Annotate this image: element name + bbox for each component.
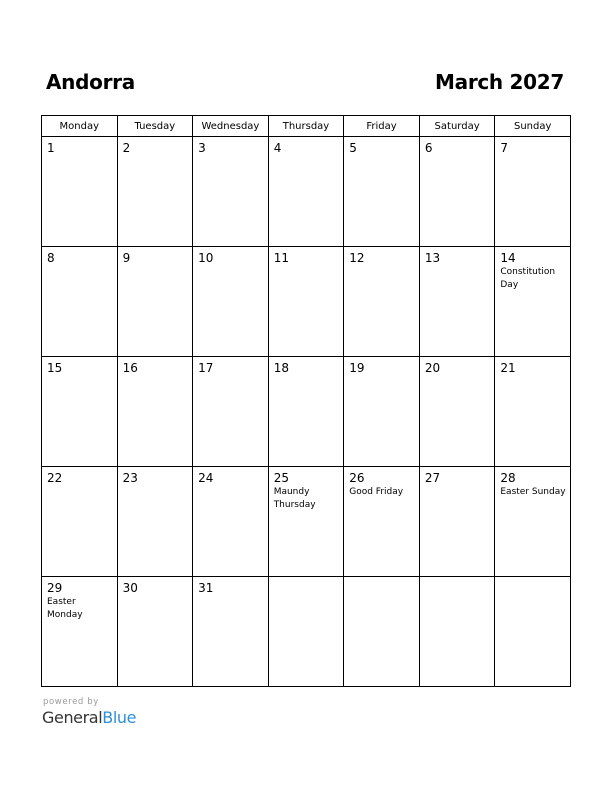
day-number: 28 (500, 471, 516, 485)
weekday-header: Saturday (419, 116, 495, 137)
day-number: 15 (47, 361, 63, 375)
day-cell (495, 357, 571, 467)
day-cell (193, 357, 269, 467)
day-number: 19 (349, 361, 365, 375)
holiday-label: Good Friday (349, 487, 404, 497)
week-row (42, 137, 571, 247)
day-cell (419, 577, 495, 687)
day-cell (42, 577, 118, 687)
day-number: 14 (500, 251, 516, 265)
day-cell (419, 467, 495, 577)
day-cell (495, 247, 571, 357)
week-row (42, 467, 571, 577)
day-number: 1 (47, 141, 55, 155)
day-cell (344, 357, 420, 467)
day-number: 30 (122, 581, 138, 595)
day-cell (344, 467, 420, 577)
day-number: 4 (273, 141, 282, 155)
holiday-label: Easter Sunday (500, 487, 566, 497)
day-cell (42, 467, 118, 577)
powered-by-text: powered by (43, 697, 99, 707)
day-cell (344, 247, 420, 357)
day-number: 11 (273, 251, 289, 265)
day-number: 24 (198, 471, 214, 485)
day-number: 13 (424, 251, 441, 265)
day-cell (344, 137, 420, 247)
calendar-grid (41, 115, 571, 687)
day-cell (42, 247, 118, 357)
day-number: 7 (500, 141, 509, 155)
holiday-label: Easter Monday (47, 597, 83, 620)
day-number: 9 (122, 251, 131, 265)
day-number: 26 (349, 471, 365, 485)
day-number: 20 (424, 361, 441, 375)
day-cell (193, 467, 269, 577)
week-row (42, 577, 571, 687)
day-cell (268, 357, 344, 467)
day-cell (193, 137, 269, 247)
day-cell (42, 137, 118, 247)
day-number: 29 (47, 581, 63, 595)
day-number: 18 (273, 361, 289, 375)
day-cell (268, 247, 344, 357)
day-cell (117, 247, 193, 357)
day-number: 22 (47, 471, 63, 485)
day-cell (495, 577, 571, 687)
day-cell (117, 137, 193, 247)
day-cell (419, 247, 495, 357)
weekday-header: Sunday (495, 116, 571, 137)
day-number: 3 (198, 141, 206, 155)
day-cell (193, 247, 269, 357)
weekday-header: Friday (344, 116, 420, 137)
day-cell (117, 577, 193, 687)
weekday-header: Wednesday (193, 116, 269, 137)
logo-text-blue: Blue (102, 708, 137, 727)
holiday-label: Maundy Thursday (273, 487, 316, 510)
holiday-label: Constitution Day (500, 267, 556, 290)
day-cell (117, 357, 193, 467)
day-number: 23 (122, 471, 138, 485)
day-number: 16 (122, 361, 138, 375)
country-title: Andorra (46, 70, 135, 94)
week-row (42, 357, 571, 467)
day-number: 12 (349, 251, 365, 265)
day-number: 25 (273, 471, 289, 485)
day-number: 6 (424, 141, 433, 155)
weekday-header: Tuesday (117, 116, 193, 137)
month-year-title: March 2027 (435, 70, 564, 94)
day-number: 31 (198, 581, 214, 595)
generalblue-logo[interactable] (42, 708, 136, 727)
day-cell (268, 137, 344, 247)
day-cell (42, 357, 118, 467)
day-cell (268, 577, 344, 687)
day-number: 21 (500, 361, 516, 375)
day-cell (344, 577, 420, 687)
day-number: 2 (122, 141, 131, 155)
day-number: 5 (349, 141, 357, 155)
day-number: 10 (198, 251, 214, 265)
weekday-header: Thursday (268, 116, 344, 137)
day-cell (419, 357, 495, 467)
day-cell (117, 467, 193, 577)
day-cell (419, 137, 495, 247)
day-cell (495, 467, 571, 577)
day-cell (193, 577, 269, 687)
weekday-header: Monday (42, 116, 118, 137)
day-cell (268, 467, 344, 577)
logo-text-general: General (42, 708, 103, 727)
day-number: 27 (424, 471, 441, 485)
week-row (42, 247, 571, 357)
day-cell (495, 137, 571, 247)
day-number: 17 (198, 361, 214, 375)
weekday-header-row (42, 116, 571, 137)
day-number: 8 (47, 251, 55, 265)
